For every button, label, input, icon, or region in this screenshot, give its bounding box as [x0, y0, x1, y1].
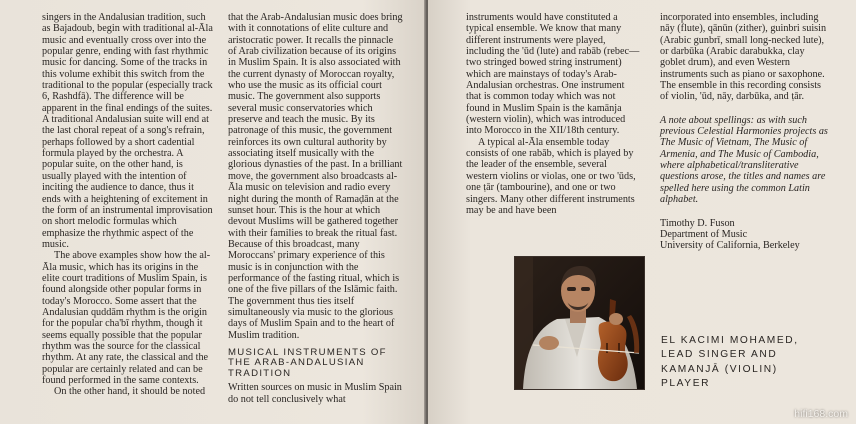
paragraph: instruments would have constituted a typical ensemble. We know that many different instruments were played, including the 'ūd (lute) and rabāb (rebec—two stringed bowed string instrument) which are mainstays of today's Arab-Andalusian orchestras. One instrument that is common today which was not found in Muslim Spain is the kamānja (western violin), which was introduced into Morocco in the XII/18th century. — [466, 12, 640, 137]
paragraph: incorporated into ensembles, including nāy (flute), qānūn (zither), guinbri suisin (Arabic gunbrī, small long-necked lute), or darbūka (Arabic darabukka, clay goblet drum), and even Western instruments such as piano or saxophone. The ensemble in this recording consists of violin, 'ūd, nāy, darbūka, and ṭār. — [660, 12, 827, 103]
paragraph: Written sources on music in Muslim Spain do not tell conclusively what — [228, 382, 402, 405]
author-university: University of California, Berkeley — [660, 240, 800, 252]
right-page — [428, 0, 856, 424]
caption-line: PLAYER — [661, 378, 711, 390]
paragraph: The above examples show how the al-Āla music, which has its origins in the elite court traditions of Muslim Spain, is found alongside other popular forms in today's Morocco. Some assert that the Andalusian quddām rhythm is the origin for the popular cha'bī rhythm, though it seems equally possible that the popular rhythm was the source for the classical rhythm. At any rate, the classical and the popular are certainly related and can be found performed in the same contexts. — [42, 250, 211, 386]
paragraph: singers in the Andalusian tradition, such as Bajadoub, begin with traditional al-Āla music and eventually cross over into the popular genre, ending with fast rhythmic music for dancing. Some of the tracks in this volume exhibit this switch from the traditional to the popular (especially track 6, Rashdfā). The difference will be apparent in the final endings of the suites. A traditional Andalusian suite will end at the last choral repeat of a song's refrain, perhaps followed by a short cadential formula played by the orchestra. A popular suite, on the other hand, is usually played with the intention of inciting the audience to dance, thus it ends with a heightening of excitement in the form of an instrumental improvisation on short melodic formulas which emphasize the rhythmic aspect of the music. — [42, 12, 213, 250]
section-heading: MUSICAL INSTRUMENTS OF THE ARAB-ANDALUSIAN TRADITION — [228, 346, 387, 379]
right-column-a — [466, 12, 640, 216]
left-column-a — [42, 12, 214, 398]
paragraph: On the other hand, it should be noted — [54, 386, 206, 398]
author-department: Department of Music — [660, 228, 748, 240]
paragraph: A typical al-Āla ensemble today consists of one rabāb, which is played by the leader of the ensemble, several western violins or violas, one or two 'ūds, one ṭār (tambourine), and one or two singers. Many other different instruments may be and have been — [466, 136, 636, 216]
signature-block — [660, 218, 830, 252]
spelling-note: A note about spellings: as with such previous Celestial Harmonies projects as The Music of Vietnam, The Music of Armenia, and The Music of Cambodia, where alphabetical/transliterative questions arose, the titles and names are spelled here using the common Latin alphabet. — [660, 114, 828, 206]
photo-caption — [661, 334, 841, 392]
right-column-b — [660, 12, 830, 252]
paragraph: that the Arab-Andalusian music does bring with it connotations of elite culture and aristocratic power. It recalls the pinnacle of Arab civilization because of its origins in Muslim Spain. It is also associated with the current dynasty of Moroccan royalty, who use the music as its official court music. The government also supports several music conservatories which preserve and teach the music. By its patronage of this music, the government reinforces its own cultural authority by associating itself musically with the glorious dynasties of the past. In a brilliant move, the government also broadcasts al-Āla music on television and radio every night during the month of Ramaḍān at the sunset hour. This is the hour at which devout Muslims will be gathered together with their families to break the ritual fast. Because of this broadcast, many Moroccans' primary experience of this music is in conjunction with the performance of the fasting ritual, which is one of the five pillars of the Islāmic faith. The government thus ties itself simultaneously via music to the glorious days of Muslim Spain and to the heart of Muslim tradition. — [228, 12, 403, 341]
watermark: hifi168.com — [794, 408, 848, 420]
author-name: Timothy D. Fuson — [660, 217, 735, 229]
caption-line: EL KACIMI MOHAMED, — [661, 335, 799, 346]
photograph-violinist-icon — [515, 257, 644, 389]
left-page — [0, 0, 426, 424]
caption-line: KAMANJĀ (VIOLIN) — [661, 363, 778, 375]
caption-line: LEAD SINGER AND — [661, 349, 778, 361]
violinist-photo — [514, 256, 645, 390]
left-column-b — [228, 12, 404, 405]
